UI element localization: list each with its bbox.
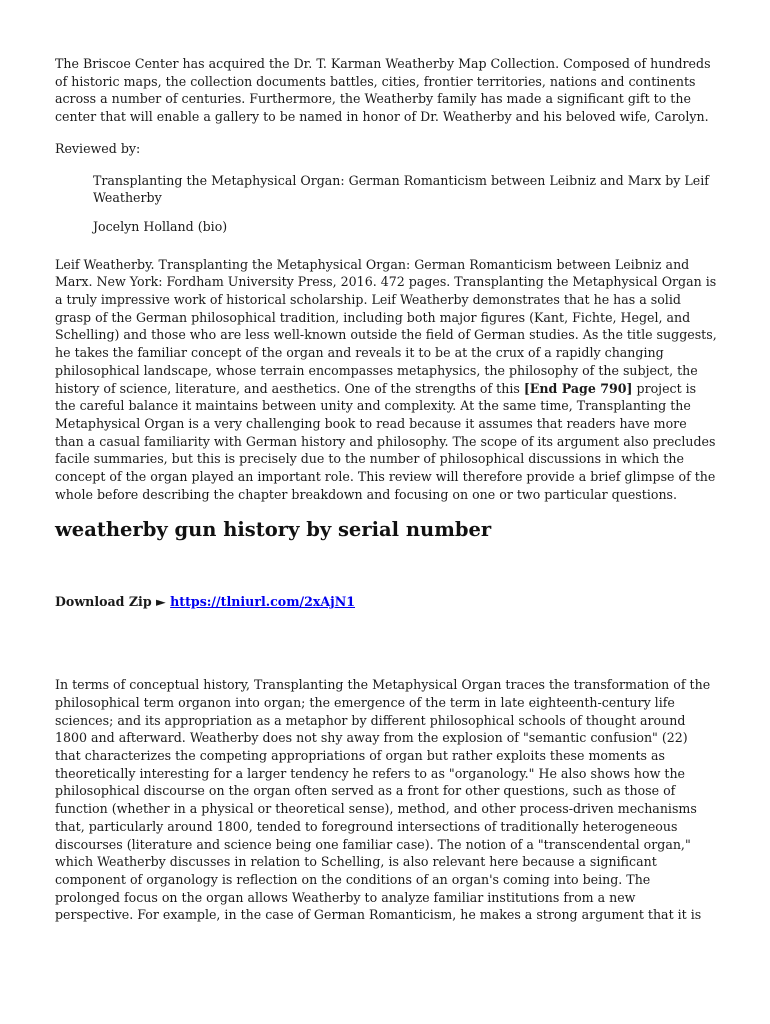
review-text-part2: project is the careful balance it maintains between unity and complexity. At the same time, Transplanting the Metaphysical Organ is a very challenging book to read because it assumes that readers have more than a casual familiarity with German history and philosophy. The scope of its argument also precludes facile summaries, but this is precisely due to the number of philosophical discussions in which the concept of the organ played an important role. This review will therefore provide a brief glimpse of the whole before describing the chapter breakdown and focusing on one or two particular questions. xyxy=(55,380,716,502)
article-content xyxy=(55,55,717,924)
reviewed-by-label: Reviewed by: xyxy=(55,140,141,156)
review-paragraph xyxy=(55,256,717,504)
conceptual-history-paragraph: In terms of conceptual history, Transplanting the Metaphysical Organ traces the transformation of the philosophical term organon into organ; the emergence of the term in late eighteenth-century life sciences; and its appropriation as a metaphor by different philosophical schools of thought around 1800 and afterward. Weatherby does not shy away from the explosion of "semantic confusion" (22) that characterizes the competing appropriations of organ but rather exploits these moments as theoretically interesting for a larger tendency he refers to as "organology." He also shows how the philosophical discourse on the organ often served as a front for other questions, such as those of function (whether in a physical or theoretical sense), method, and other process-driven mechanisms that, particularly around 1800, tended to foreground intersections of traditionally heterogeneous discourses (literature and science being one familiar case). The notion of a "transcendental organ," which Weatherby discusses in relation to Schelling, is also relevant here because a significant component of organology is reflection on the conditions of an organ's coming into being. The prolonged focus on the organ allows Weatherby to analyze familiar institutions from a new perspective. For example, in the case of German Romanticism, he makes a strong argument that it is xyxy=(55,677,711,923)
reviewer-name: Jocelyn Holland (bio) xyxy=(93,218,228,234)
intro-paragraph: The Briscoe Center has acquired the Dr. T. Karman Weatherby Map Collection. Composed of hundreds of historic maps, the collection documents battles, cities, frontier territories, nations and continents across a number of centuries. Furthermore, the Weatherby family has made a significant gift to the center that will enable a gallery to be named in honor of Dr. Weatherby and his beloved wife, Carolyn. xyxy=(55,56,711,125)
reviewed-book-title: Transplanting the Metaphysical Organ: German Romanticism between Leibniz and Marx by Leif Weatherby xyxy=(93,172,709,206)
review-text-part1: Leif Weatherby. Transplanting the Metaphysical Organ: German Romanticism between Leibniz and Marx. New York: Fordham University Press, 2016. 472 pages. Transplanting the Metaphysical Organ is a truly impressive work of historical scholarship. Leif Weatherby demonstrates that he has a solid grasp of the German philosophical tradition, including both major figures (Kant, Fichte, Hegel, and Schelling) and those who are less well-known outside the field of German studies. As the title suggests, he takes the familiar concept of the organ and reveals it to be at the crux of a rapidly changing philosophical landscape, whose terrain encompasses metaphysics, the philosophy of the subject, the history of science, literature, and aesthetics. One of the strengths of this xyxy=(55,256,717,396)
download-label: Download Zip ► xyxy=(55,594,171,610)
review-citation xyxy=(93,172,717,236)
end-page-marker: [End Page 790] xyxy=(523,380,633,396)
download-line xyxy=(55,593,717,611)
section-heading: weatherby gun history by serial number xyxy=(55,518,492,542)
download-link[interactable]: https://tlniurl.com/2xAjN1 xyxy=(170,594,355,610)
